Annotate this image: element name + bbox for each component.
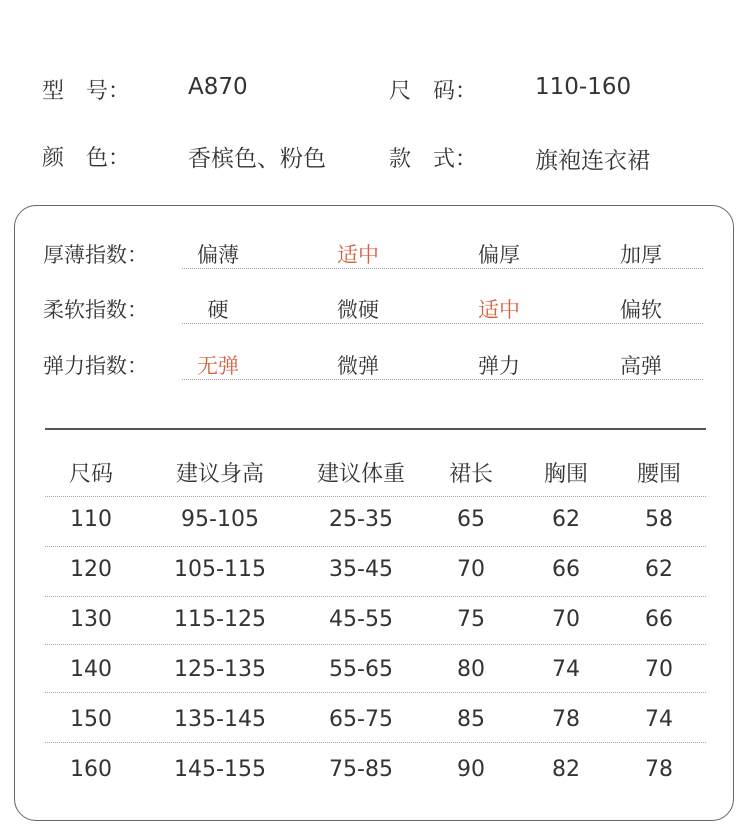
table-cell: 78	[645, 757, 673, 782]
table-cell: 82	[552, 757, 580, 782]
index-label: 弹力指数：	[43, 354, 148, 378]
table-row-divider	[45, 692, 706, 693]
table-cell: 95-105	[181, 507, 259, 532]
table-cell: 55-65	[329, 657, 393, 682]
model-label: 型 号：	[42, 79, 131, 104]
table-cell: 65-75	[329, 707, 393, 732]
table-cell: 125-135	[174, 657, 266, 682]
index-option: 微弹	[337, 354, 379, 378]
size-label: 尺 码：	[389, 79, 478, 104]
table-cell: 115-125	[174, 607, 266, 632]
table-row-divider	[45, 644, 706, 645]
index-option: 偏厚	[478, 243, 520, 267]
index-option: 加厚	[620, 243, 662, 267]
model-value: A870	[188, 74, 248, 100]
table-header-cell: 胸围	[543, 462, 589, 487]
color-label: 颜 色：	[42, 146, 131, 171]
table-header-cell: 尺码	[68, 462, 114, 487]
style-label: 款 式：	[389, 147, 478, 172]
table-cell: 110	[70, 507, 112, 532]
table-cell: 58	[645, 507, 673, 532]
table-cell: 45-55	[329, 607, 393, 632]
table-cell: 70	[457, 557, 485, 582]
table-header-cell: 裙长	[448, 462, 494, 487]
table-cell: 120	[70, 557, 112, 582]
table-cell: 65	[457, 507, 485, 532]
table-row-divider	[45, 742, 706, 743]
index-option: 偏软	[620, 298, 662, 322]
table-cell: 80	[457, 657, 485, 682]
table-cell: 160	[70, 757, 112, 782]
table-row-divider	[45, 546, 706, 547]
table-header-cell: 建议体重	[316, 462, 406, 487]
table-cell: 74	[552, 657, 580, 682]
index-option: 适中	[337, 243, 379, 267]
table-cell: 85	[457, 707, 485, 732]
table-cell: 66	[645, 607, 673, 632]
color-value: 香槟色、粉色	[188, 146, 326, 172]
style-value: 旗袍连衣裙	[535, 148, 650, 174]
table-row-divider	[45, 496, 706, 497]
size-value: 110-160	[535, 74, 632, 100]
index-option: 适中	[478, 298, 520, 322]
table-cell: 90	[457, 757, 485, 782]
table-cell: 75	[457, 607, 485, 632]
table-cell: 140	[70, 657, 112, 682]
index-option: 高弹	[620, 354, 662, 378]
table-cell: 105-115	[174, 557, 266, 582]
index-label: 厚薄指数：	[43, 243, 148, 267]
index-option: 偏薄	[197, 243, 239, 267]
table-cell: 70	[552, 607, 580, 632]
index-underline	[182, 268, 703, 269]
index-underline	[182, 379, 703, 380]
table-cell: 25-35	[329, 507, 393, 532]
index-label: 柔软指数：	[43, 298, 148, 322]
table-cell: 62	[645, 557, 673, 582]
table-header-cell: 腰围	[636, 462, 682, 487]
table-cell: 35-45	[329, 557, 393, 582]
index-underline	[182, 323, 703, 324]
table-cell: 74	[645, 707, 673, 732]
index-option: 微硬	[337, 298, 379, 322]
table-header-cell: 建议身高	[175, 462, 265, 487]
index-option: 无弹	[197, 354, 239, 378]
table-cell: 145-155	[174, 757, 266, 782]
index-option: 硬	[207, 298, 229, 322]
table-cell: 66	[552, 557, 580, 582]
index-option: 弹力	[478, 354, 520, 378]
table-cell: 62	[552, 507, 580, 532]
table-cell: 130	[70, 607, 112, 632]
table-cell: 78	[552, 707, 580, 732]
table-top-border	[45, 428, 706, 430]
table-row-divider	[45, 596, 706, 597]
table-cell: 135-145	[174, 707, 266, 732]
table-cell: 75-85	[329, 757, 393, 782]
table-cell: 70	[645, 657, 673, 682]
table-cell: 150	[70, 707, 112, 732]
